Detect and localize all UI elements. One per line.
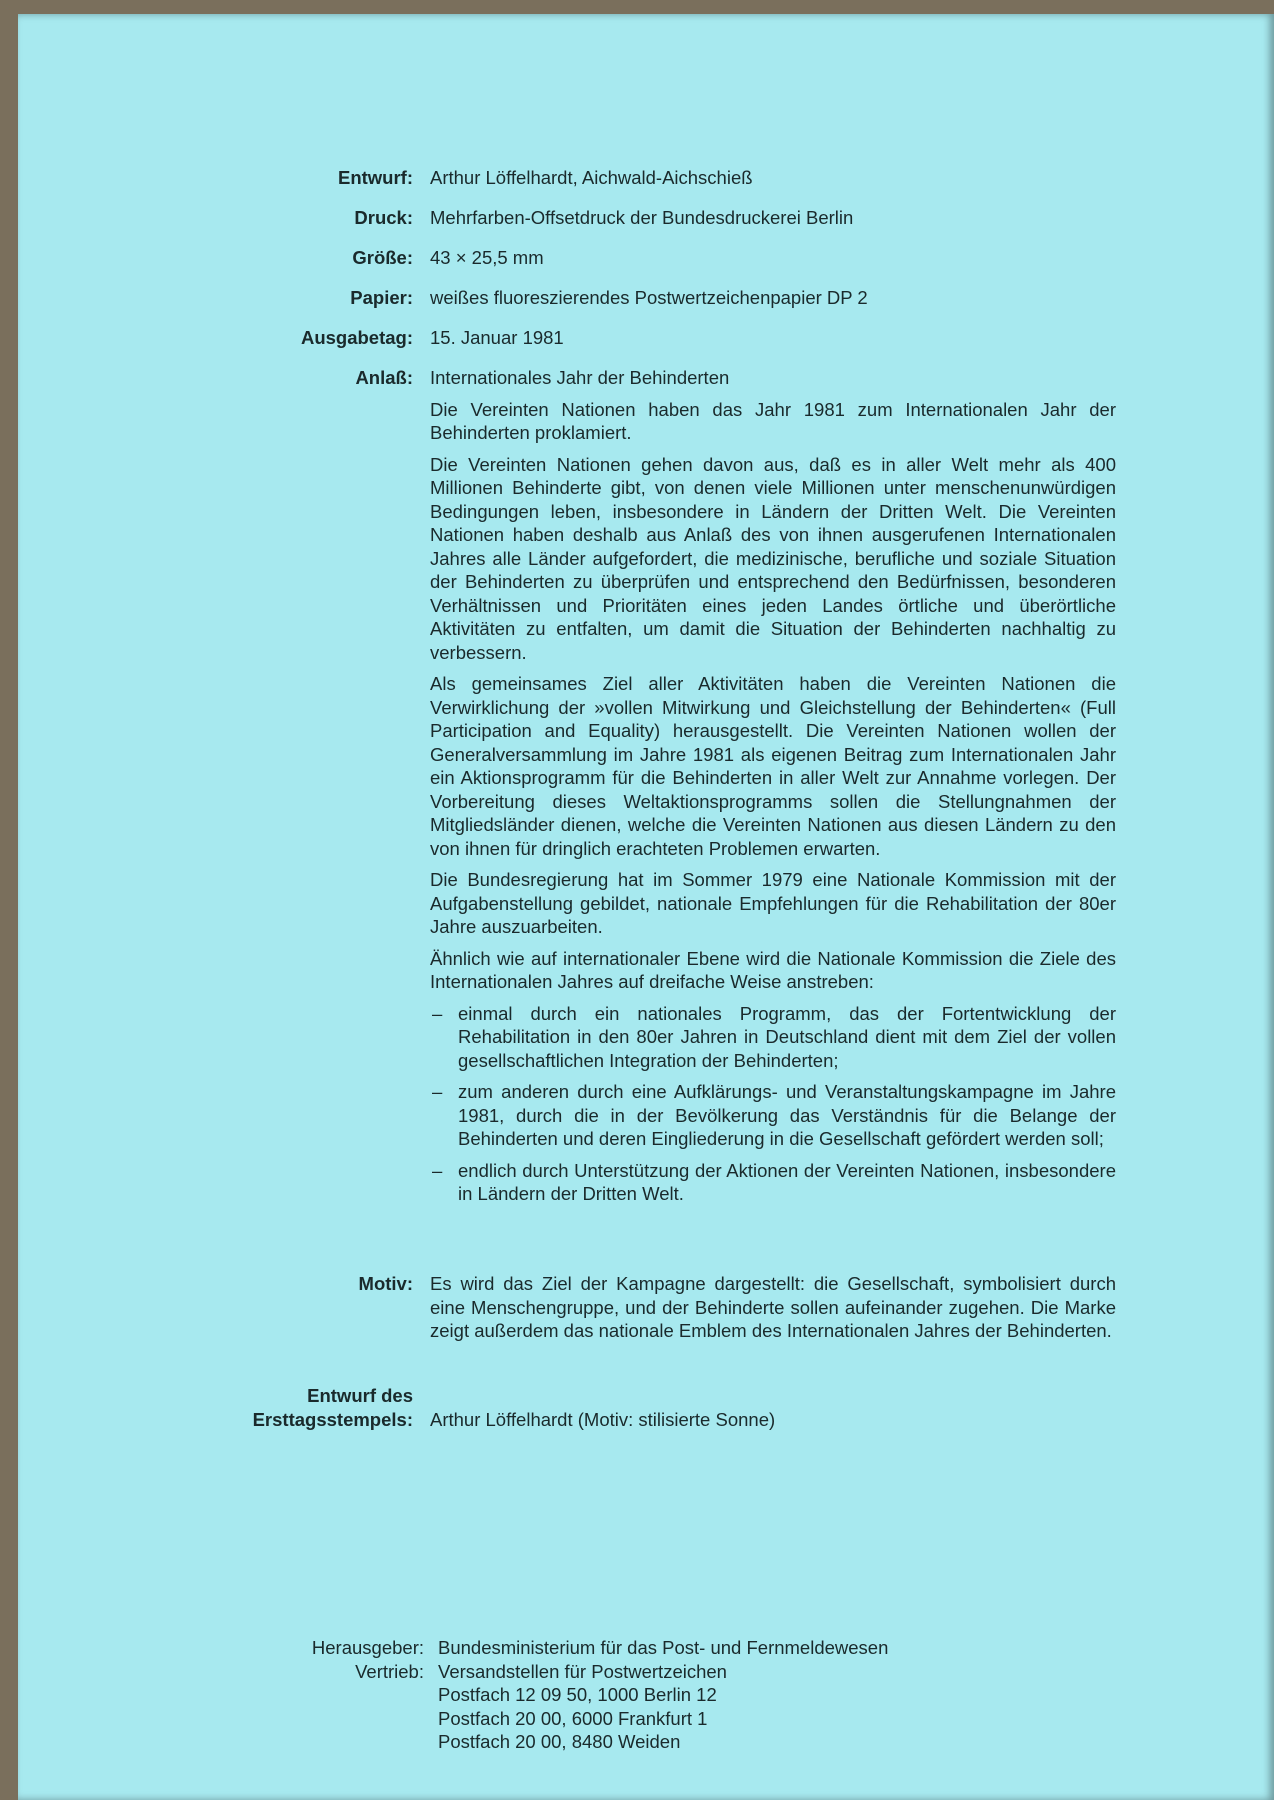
vertrieb-line: Versandstellen für Postwertzeichen [438,1660,727,1682]
publisher-footer [0,1636,1274,1754]
anlass-bullet-item [430,1002,1116,1073]
spec-anlass [0,366,1274,1214]
anlass-bullet-text: zum anderen durch eine Aufklärungs- und Veranstaltungskampagne im Jahre 1981, durch die in der Bevölkerung das Verständnis für die Belange der Behinderten und deren Eingliederung in die Gesellschaft gefördert werden soll; [458,1081,1116,1149]
spec-stempel-label [0,1384,430,1431]
spec-ausgabetag-label: Ausgabetag: [300,327,413,348]
spec-groesse-value: 43 × 25,5 mm [430,247,544,268]
spec-druck-value: Mehrfarben-Offsetdruck der Bundesdruckerei Berlin [430,207,854,228]
spec-druck [0,206,1274,230]
spec-motiv-value: Es wird das Ziel der Kampagne dargestellt: die Gesellschaft, symbolisiert durch eine Menschengruppe, und der Behinderte sollen aufeinander zugehen. Die Marke zeigt außerdem das nationale Emblem des Internationalen Jahres der Behinderten. [430,1273,1116,1341]
footer-values [438,1636,888,1754]
dash-bullet-icon: – [432,1081,443,1102]
vertrieb-label: Vertrieb: [355,1660,424,1682]
spec-groesse [0,246,1274,270]
spec-ausgabetag [0,326,1274,350]
spec-papier [0,286,1274,310]
herausgeber-value: Bundesministerium für das Post- und Fernmeldewesen [438,1637,889,1658]
anlass-paragraph: Die Bundesregierung hat im Sommer 1979 eine Nationale Kommission mit der Aufgabenstellung gebildet, nationale Empfehlungen für die Rehabilitation der 80er Jahre auszuarbeiten. [430,869,1116,937]
spec-ausgabetag-value: 15. Januar 1981 [430,327,564,348]
spec-papier-value: weißes fluoreszierendes Postwertzeichenpapier DP 2 [430,287,868,308]
anlass-bullet-text: endlich durch Unterstützung der Aktionen der Vereinten Nationen, insbesondere in Ländern der Dritten Welt. [458,1159,1116,1204]
spec-motiv-label: Motiv: [358,1273,413,1294]
vertrieb-line: Postfach 20 00, 8480 Weiden [438,1731,681,1752]
spec-papier-label: Papier: [350,287,413,308]
spec-druck-label: Druck: [354,207,413,228]
anlass-bullet-text: einmal durch ein nationales Programm, das der Fortentwicklung der Rehabilitation in den 80er Jahren in Deutschland dient mit dem Ziel der vollen gesellschaftlichen Integration der Behinderten; [458,1002,1116,1071]
spec-groesse-label: Größe: [352,247,413,268]
vertrieb-line: Postfach 12 09 50, 1000 Berlin 12 [438,1684,717,1705]
spec-anlass-label: Anlaß: [355,367,413,388]
spec-anlass-value: Internationales Jahr der Behinderten [430,367,730,388]
anlass-bullet-item [430,1080,1116,1151]
spec-anlass-body [430,366,1116,1214]
anlass-bullet-list [430,1002,1116,1206]
anlass-paragraph: Ähnlich wie auf internationaler Ebene wird die Nationale Kommission die Ziele des Internationalen Jahres auf dreifache Weise anstreben: [430,947,1116,992]
anlass-paragraph: Als gemeinsames Ziel aller Aktivitäten haben die Vereinten Nationen die Verwirklichung der »vollen Mitwirkung und Gleichstellung der Behinderten« (Full Participation and Equality) herausgestellt. Die Vereinten Nationen wollen der Generalversammlung im Jahre 1981 als eigenen Beitrag zum Internationalen Jahr ein Aktionsprogramm für die Behinderten in aller Welt zur Annahme vorlegen. Der Vorbereitung dieses Weltaktionsprogramms sollen die Stellungnahmen der Mitgliedsländer dienen, welche die Vereinten Nationen aus diesen Ländern zu den von ihnen für dringlich erachteten Problemen erwarten. [430,673,1116,859]
spec-entwurf [0,166,1274,190]
dash-bullet-icon: – [432,1159,443,1181]
dash-bullet-icon: – [432,1002,443,1024]
spec-motiv [0,1272,1274,1351]
spec-motiv-body [430,1272,1116,1351]
anlass-paragraph: Die Vereinten Nationen gehen davon aus, daß es in aller Welt mehr als 400 Millionen Behinderte gibt, von denen viele Millionen unter menschenunwürdigen Bedingungen leben, insbesondere in Ländern der Dritten Welt. Die Vereinten Nationen haben deshalb aus Anlaß des von ihnen ausgerufenen Internationalen Jahres alle Länder aufgefordert, die medizinische, berufliche und soziale Situation der Behinderten zu überprüfen und entsprechend den Bedürfnissen, besonderen Verhältnissen und Prioritäten eines jeden Landes örtliche und überörtliche Aktivitäten zu entfalten, um damit die Situation der Behinderten nachhaltig zu verbessern. [430,453,1116,663]
spec-stempel-value: Arthur Löffelhardt (Motiv: stilisierte Sonne) [430,1408,776,1430]
spec-stempel-body [430,1384,1116,1431]
spec-stempel-label-line1: Entwurf des [307,1385,413,1406]
spec-entwurf-label: Entwurf: [337,167,413,188]
anlass-paragraph: Die Vereinten Nationen haben das Jahr 1981 zum Internationalen Jahr der Behinderten proklamiert. [430,398,1116,443]
spec-stempel-label-line2: Ersttagsstempels: [252,1408,413,1430]
vertrieb-line: Postfach 20 00, 6000 Frankfurt 1 [438,1707,708,1729]
herausgeber-label: Herausgeber: [311,1637,424,1658]
anlass-bullet-item [430,1159,1116,1206]
footer-labels [0,1636,438,1754]
spec-entwurf-value: Arthur Löffelhardt, Aichwald-Aichschieß [430,167,753,188]
spec-stempel [0,1384,1274,1431]
